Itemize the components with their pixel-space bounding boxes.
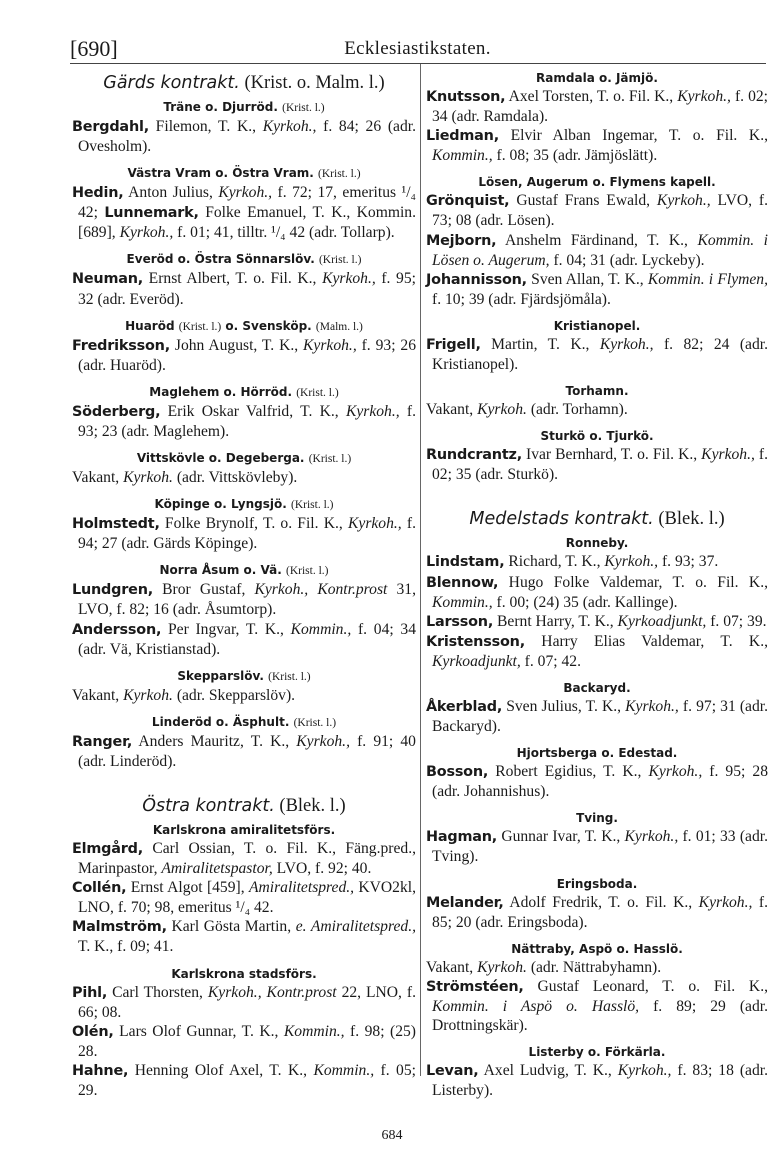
entry-text: f. 02; 34 (adr. Ramdala). [432,88,768,126]
parish-county: (Krist. l.) [308,453,352,466]
left-column [72,70,416,1100]
parish-heading [72,562,416,579]
entry-text: KVO2kl, LNO, f. 70; 98, emeritus ¹/₄ 42. [78,879,416,917]
entry-text: Sven Julius, T. K., [502,697,626,715]
entry-text: Axel Ludvig, T. K., [478,1062,618,1080]
person-name: Bergdahl, [72,119,149,135]
office-title: Kyrkoh., [303,336,357,354]
entry-text: Hugo Folke Valdemar, T. o. Fil. K., [498,573,768,591]
parish-heading [426,1044,768,1060]
entry-text: f. 04; 31 (adr. Lyckeby). [549,251,705,269]
office-title: Kyrkoh. [123,469,173,487]
entry-text: Robert Egidius, T. K., [488,763,649,781]
clergy-entry [426,893,768,932]
clergy-entry [72,1061,416,1100]
entry-text: 22, LNO, f. 66; 08. [78,983,417,1021]
clergy-entry [426,191,768,230]
office-title: Kyrkoh., [656,192,711,210]
parish-heading [426,535,768,551]
parish-heading [72,450,416,467]
office-title: Kyrkoadjunkt, [617,612,707,630]
entry-text: (adr. Torhamn). [526,401,628,419]
parish-heading [426,810,768,826]
parish-county: (Krist. l.) [291,499,334,512]
entry-text: Anders Mauritz, T. K., [132,732,297,750]
entry-text: Ernst Algot [459], [126,879,249,897]
entry-text: f. 85; 20 (adr. Eringsboda). [432,893,768,931]
entry-text: Karl Gösta Martin, [166,918,296,936]
entry-text: f. 72; 17, emeritus ¹/₄ 42; [78,184,416,222]
parish-name: Träne o. Djurröd. [163,100,278,114]
parish-heading [426,680,768,696]
entry-text: f. 83; 18 (adr. Listerby). [432,1062,768,1100]
entry-text: Ivar Bernhard, T. o. Fil. K., [521,446,702,464]
office-title: Amiralitetspastor, [161,860,273,878]
office-title: Kommin. i Aspö o. Hasslö, [432,997,640,1015]
entry-text: Vakant, [426,958,478,976]
entry-text: (adr. Skepparslöv). [172,686,296,704]
clergy-entry [72,983,416,1022]
office-title: Kyrkoh., [698,893,753,911]
contract-name: Medelstads kontrakt. [469,509,654,530]
entry-text: Vakant, [426,401,478,419]
entry-text: Bror Gustaf, [153,581,255,599]
office-title: Kyrkoh., [322,270,376,288]
parish-name: Sturkö o. Tjurkö. [540,429,654,444]
office-title: Kommin., [283,1022,345,1040]
office-title: Kommin., [290,620,352,638]
clergy-entry [426,400,768,419]
parish-heading [426,318,768,334]
entry-text: Folke Emanuel, T. K., Kommin. [689], [78,204,416,242]
entry-text: (adr. Vittskövleby). [172,469,298,487]
office-title: Kyrkoh., [617,1062,672,1080]
person-name: Hagman, [426,829,498,846]
clergy-entry [72,580,416,619]
person-name: Kristensson, [426,633,525,650]
clergy-entry [72,686,416,705]
parish-name: Karlskrona amiralitetsförs. [152,822,336,837]
parish-name: Ramdala o. Jämjö. [536,71,658,85]
contract-heading [426,508,768,530]
entry-text: Harry Elias Valdemar, T. K., [524,632,768,650]
parish-name: Lösen, Augerum o. Flymens kapell. [478,175,716,190]
clergy-entry [72,1022,416,1061]
entry-text: f. 93; 37. [658,553,719,571]
person-name: Lunnemark, [104,205,199,222]
entry-text: f. 95; 32 (adr. Everöd). [78,270,416,308]
person-name: Strömstéen, [426,978,524,995]
parish-name: Norra Åsum o. Vä. [159,563,282,578]
page-number: [690] [70,36,118,61]
entry-text: Sven Allan, T. K., [526,270,648,288]
parish-name: Kristianopel. [553,318,641,333]
person-name: Olén, [72,1023,114,1040]
clergy-entry [426,958,768,977]
parish-name: o. Svensköp. [225,318,312,333]
entry-text: Per Ingvar, T. K., [161,620,291,638]
entry-text: Carl Thorsten, [107,983,208,1001]
entry-text: Erik Oskar Valfrid, T. K., [160,402,346,420]
contract-heading [72,795,416,817]
parish-heading [426,745,768,761]
office-title: Kyrkoh., [348,515,402,533]
parish-heading [72,165,416,182]
parish-heading [72,714,416,731]
parish-heading [72,318,416,335]
clergy-entry [426,270,768,309]
clergy-entry [72,269,416,308]
parish-county: (Malm. l.) [315,320,363,333]
contract-region: (Blek. l.) [279,795,346,816]
entry-text: f. 97; 31 (adr. Backaryd). [432,697,768,736]
person-name: Åkerblad, [426,698,503,715]
parish-county: (Krist. l.) [178,320,222,333]
entry-text: f. 89; 29 (adr. Drottningskär). [432,997,768,1034]
office-title: Kyrkoh., [345,402,400,420]
person-name: Neuman, [72,271,144,288]
entry-text: f. 95; 28 (adr. Johannishus). [432,763,768,801]
clergy-entry [426,632,768,671]
parish-name: Köpinge o. Lyngsjö. [154,497,287,512]
entry-text: f. 93; 26 (adr. Huaröd). [78,336,416,374]
office-title: Kommin., [313,1061,375,1079]
parish-heading [72,966,416,982]
parish-heading [72,668,416,685]
entry-text: f. 98; (25) 28. [78,1022,416,1060]
clergy-entry [426,612,768,632]
parish-name: Nättraby, Aspö o. Hasslö. [511,941,683,956]
parish-heading [426,428,768,444]
office-title: Kyrkoh., [599,335,654,353]
clergy-entry [426,827,768,866]
entry-text: f. 82; 24 (adr. Kristianopel). [432,335,768,374]
clergy-entry [426,126,768,165]
person-name: Blennow, [426,574,499,591]
clergy-entry [72,839,416,878]
person-name: Johannisson, [426,271,527,288]
parish-name: Everöd o. Östra Sönnarslöv. [126,252,315,267]
entry-text: Martin, T. K., [480,335,600,353]
parish-name: Huaröd [125,318,175,333]
office-title: Kyrkoh. [123,686,173,704]
person-name: Pihl, [72,984,108,1001]
parish-heading [72,251,416,268]
parish-name: Vittskövle o. Degeberga. [136,451,305,466]
office-title: Kyrkoh., [701,446,755,464]
entry-text: LVO, f. 92; 40. [272,860,372,878]
person-name: Söderberg, [72,403,161,420]
person-name: Frigell, [426,336,481,353]
office-title: Kyrkoh., Kontr.prost [207,983,337,1001]
entry-text: f. 07; 42. [520,652,581,670]
office-title: Kommin., [432,593,493,611]
person-name: Mejborn, [426,232,497,249]
entry-text: Ernst Albert, T. o. Fil. K., [143,270,323,288]
office-title: Kyrkoh., [677,88,731,105]
person-name: Lindstam, [426,554,505,571]
person-name: Liedman, [426,128,499,145]
section-spacer [72,771,416,793]
parish-county: (Krist. l.) [296,386,339,399]
clergy-entry [72,336,416,375]
office-title: Kommin. i Lösen o. Augerum, [432,231,768,269]
page-header [70,36,765,62]
entry-text: John August, T. K., [170,336,304,354]
running-title: Ecklesiastikstaten. [344,38,491,59]
entry-text: Richard, T. K., [504,553,605,571]
clergy-entry [426,445,768,484]
clergy-entry [426,573,768,612]
person-name: Collén, [72,880,127,897]
parish-name: Eringsboda. [556,876,638,891]
parish-name: Karlskrona stadsförs. [171,966,317,981]
clergy-entry [72,514,416,553]
entry-text: f. 84; 26 (adr. Ovesholm). [78,118,416,156]
entry-text: Folke Brynolf, T. o. Fil. K., [159,515,348,533]
clergy-entry [72,620,416,659]
parish-heading [426,383,768,399]
clergy-entry [72,117,416,156]
clergy-entry [426,697,768,736]
parish-name: Skepparslöv. [177,668,264,683]
office-title: Kyrkoh. [477,958,527,976]
person-name: Holmstedt, [72,516,160,533]
clergy-entry [426,552,768,572]
entry-text: Vakant, [72,686,124,704]
section-spacer [426,484,768,506]
parish-heading [72,822,416,838]
column-divider [420,64,421,1076]
person-name: Andersson, [72,621,162,638]
contract-region: (Krist. o. Malm. l.) [244,73,385,93]
office-title: Kyrkoh., [119,224,174,242]
parish-county: (Krist. l.) [282,102,325,114]
clergy-entry [72,878,416,917]
person-name: Hahne, [72,1062,129,1079]
office-title: Amiralitetspred., [248,879,355,897]
header-rule [70,63,766,64]
entry-text: (adr. Nättrabyhamn). [526,958,662,976]
parish-heading [426,941,768,957]
person-name: Fredriksson, [72,337,170,354]
entry-text: f. 04; 34 (adr. Vä, Kristianstad). [78,620,416,658]
parish-heading [72,99,416,116]
entry-text: Anton Julius, [123,184,219,202]
parish-county: (Krist. l.) [286,565,329,578]
office-title: Kyrkoh., [218,184,273,202]
entry-text: Lars Olof Gunnar, T. K., [113,1022,284,1040]
parish-heading [72,496,416,513]
contract-heading [72,72,416,94]
office-title: Kyrkoh. [477,401,527,419]
person-name: Ranger, [72,733,133,750]
entry-text: f. 02; 35 (adr. Sturkö). [432,446,768,484]
office-title: Kyrkoh., [262,118,317,135]
person-name: Malmström, [72,919,167,936]
office-title: Kyrkoh., [624,828,679,846]
entry-text: f. 07; 39. [706,612,767,630]
entry-text: Gustaf Frans Ewald, [509,192,657,210]
person-name: Rundcrantz, [426,447,522,464]
office-title: Kommin. i Flymen, [647,270,768,288]
clergy-entry [426,231,768,270]
office-title: Kyrkoh., [648,763,703,781]
clergy-entry [72,732,416,771]
entry-text: Anshelm Färdinand, T. K., [496,231,698,249]
person-name: Levan, [426,1063,479,1080]
parish-heading [72,384,416,401]
contract-region: (Blek. l.) [658,509,725,530]
parish-name: Ronneby. [565,536,629,551]
parish-county: (Krist. l.) [318,254,362,267]
clergy-entry [426,977,768,1035]
entry-text: Henning Olof Axel, T. K., [128,1061,314,1079]
parish-county: (Krist. l.) [268,670,311,683]
office-title: Kyrkoh., Kontr.prost [254,581,388,599]
entry-text: Bernt Harry, T. K., [493,612,618,630]
person-name: Bosson, [426,764,489,781]
office-title: Kyrkoh., [296,732,350,750]
contract-name: Östra kontrakt. [142,795,275,816]
parish-name: Torhamn. [565,384,629,399]
entry-text: f. 93; 23 (adr. Maglehem). [78,402,416,440]
person-name: Lundgren, [72,582,154,599]
clergy-entry [426,335,768,374]
parish-name: Tving. [576,811,618,826]
entry-text: f. 91; 40 (adr. Linderöd). [78,732,416,770]
entry-text: f. 08; 35 (adr. Jämjöslätt). [492,147,658,165]
entry-text: Carl Ossian, T. o. Fil. K., Fäng.pred., Marinpastor, [78,839,416,878]
clergy-entry [72,402,416,441]
parish-name: Hjortsberga o. Edestad. [516,746,678,761]
clergy-entry [426,1061,768,1100]
office-title: Kommin., [432,147,493,165]
entry-text: T. K., f. 09; 41. [78,938,174,956]
office-title: e. Amiralitetspred., [295,918,416,936]
parish-heading [426,876,768,892]
clergy-entry [426,762,768,801]
entry-text: f. 01; 41, tilltr. ¹/₄ 42 (adr. Tollarp). [173,224,395,242]
right-column [426,70,768,1100]
office-title: Kyrkoh., [625,697,679,715]
entry-text: Gustaf Leonard, T. o. Fil. K., [523,977,768,995]
parish-name: Västra Vram o. Östra Vram. [127,166,314,181]
person-name: Grönquist, [426,193,510,210]
parish-name: Linderöd o. Äsphult. [151,714,290,729]
clergy-entry [72,468,416,487]
entry-text: Vakant, [72,469,124,487]
entry-text: Adolf Fredrik, T. o. Fil. K., [503,893,699,911]
entry-text: Elvir Alban Ingemar, T. o. Fil. K., [498,127,768,145]
clergy-entry [72,917,416,956]
parish-county: (Krist. l.) [293,716,337,729]
parish-county: (Krist. l.) [318,168,361,181]
person-name: Elmgård, [72,840,144,857]
entry-text: f. 05; 29. [78,1061,416,1099]
parish-heading [426,70,768,86]
parish-name: Listerby o. Förkärla. [528,1045,666,1060]
contract-name: Gärds kontrakt. [103,73,240,93]
office-title: Kyrkoh., [604,553,659,571]
entry-text: f. 00; (24) 35 (adr. Kallinge). [492,593,678,611]
entry-text: LVO, f. 73; 08 (adr. Lösen). [432,192,768,230]
person-name: Larsson, [426,613,494,630]
parish-name: Maglehem o. Hörröd. [149,384,293,399]
parish-name: Backaryd. [563,680,631,695]
folio: 684 [381,1128,403,1143]
office-title: Kyrkoadjunkt, [432,652,521,670]
entry-text: Axel Torsten, T. o. Fil. K., [505,88,678,105]
clergy-entry [426,87,768,126]
person-name: Hedin, [72,185,124,202]
entry-text: f. 94; 27 (adr. Gärds Köpinge). [78,515,416,553]
entry-text: Gunnar Ivar, T. K., [497,828,625,846]
entry-text: Filemon, T. K., [148,118,263,135]
entry-text: f. 10; 39 (adr. Fjärdsjömåla). [432,290,611,308]
entry-text: f. 01; 33 (adr. Tving). [432,828,768,866]
person-name: Melander, [426,894,504,911]
person-name: Knutsson, [426,89,506,105]
parish-heading [426,174,768,190]
entry-text: 31, LVO, f. 82; 16 (adr. Åsumtorp). [78,581,416,619]
clergy-entry [72,183,416,242]
